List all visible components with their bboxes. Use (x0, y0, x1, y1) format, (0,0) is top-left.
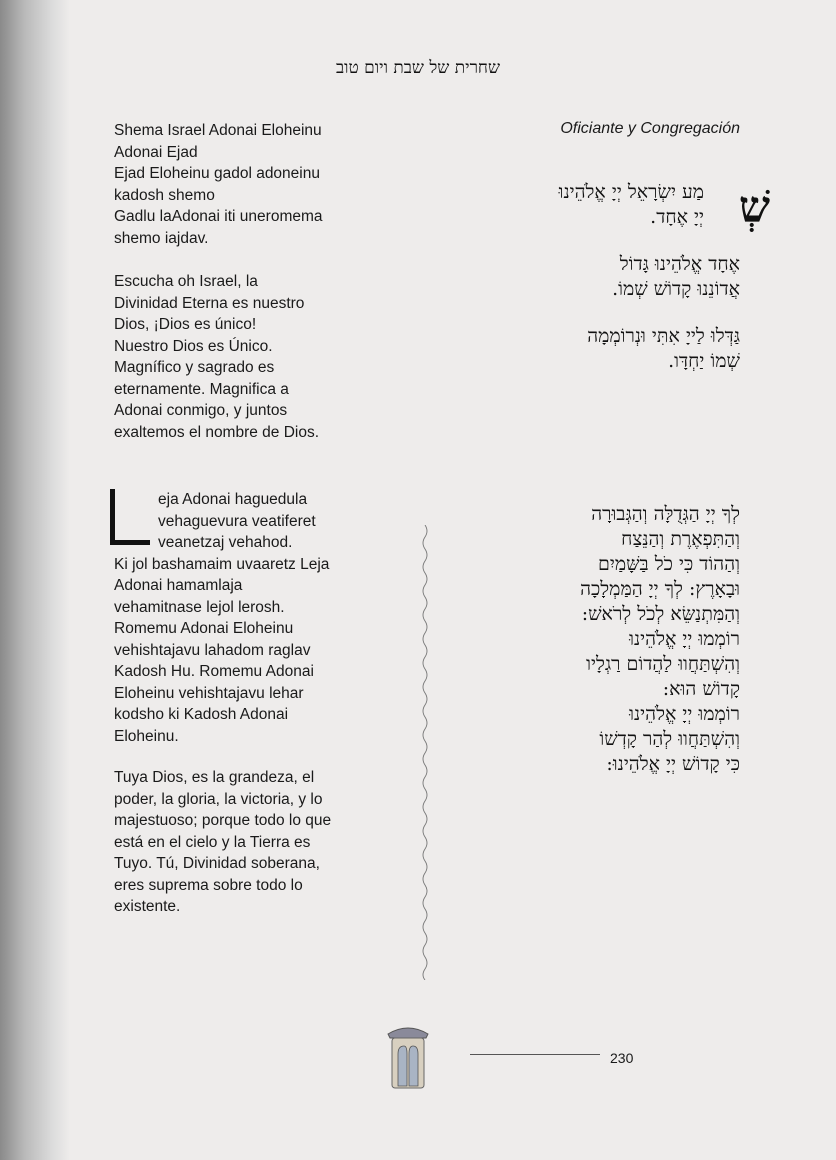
hebrew-leja (440, 502, 740, 777)
hebrew-line: וּבָאָרֶץ: לְךָ יְיָ הַמַּמְלָכָה (580, 578, 740, 600)
hebrew-ejad (440, 252, 740, 302)
hebrew-line: יְיָ אֶחָד. (650, 206, 704, 228)
hebrew-line: וְהִשְׁתַּחֲווּ לְהַר קָדְשׁוֹ (599, 728, 740, 750)
leja-transliteration (114, 489, 414, 747)
text-line: existente. (114, 898, 181, 915)
hebrew-line: כִּי קָדוֹשׁ יְיָ אֱלֹהֵינוּ: (606, 753, 740, 775)
text-line: majestuoso; porque todo lo que (114, 812, 332, 829)
text-line: Ejad Eloheinu gadol adoneinu (114, 165, 320, 182)
text-line: Divinidad Eterna es nuestro (114, 294, 305, 312)
page-number: 230 (610, 1050, 634, 1066)
text-line: eres suprema sobre todo lo (114, 876, 303, 894)
rubric-officiant: Oficiante y Congregación (560, 120, 740, 137)
text-line: Nuestro Dios es Único. (114, 337, 273, 355)
hebrew-shema (440, 180, 704, 230)
text-line: Ki jol bashamaim uvaaretz Leja (114, 555, 330, 573)
hebrew-line: אֶחָד אֱלֹהֵינוּ גָּדוֹל (619, 253, 740, 275)
hebrew-line: וְהַתִּפְאֶרֶת וְהַנֵּצַח (621, 528, 740, 550)
text-line: exaltemos el nombre de Dios. (114, 423, 320, 441)
text-line: Romemu Adonai Eloheinu (114, 620, 294, 637)
text-line: eternamente. Magnifica a (114, 380, 289, 398)
text-line: Tuya Dios, es la grandeza, el (114, 769, 315, 786)
text-line: Kadosh Hu. Romemu Adonai (114, 663, 314, 680)
text-line: Shema Israel Adonai Eloheinu (114, 122, 322, 139)
hebrew-line: רוֹמְמוּ יְיָ אֱלֹהֵינוּ (629, 703, 740, 725)
drop-cap-l (110, 489, 150, 545)
hebrew-line: מַע יִשְׂרָאֵל יְיָ אֱלֹהֵינוּ (558, 181, 704, 203)
hebrew-drop-letter: שְׁ (738, 182, 770, 233)
footer-rule (470, 1054, 600, 1055)
hebrew-line: רוֹמְמוּ יְיָ אֱלֹהֵינוּ (629, 628, 740, 650)
hebrew-line: גַּדְּלוּ לַייָ אִתִּי וּנְרוֹמְמָה (587, 325, 740, 347)
tuya-translation (114, 767, 414, 918)
text-line: está en el cielo y la Tierra es (114, 833, 311, 851)
torah-ark-ornament-icon (378, 1020, 438, 1090)
text-line: eja Adonai haguedula (158, 491, 308, 508)
text-line: Adonai conmigo, y juntos (114, 402, 288, 419)
text-line: kodsho ki Kadosh Adonai (114, 706, 289, 723)
hebrew-line: וְהִשְׁתַּחֲווּ לַהֲדוֹם רַגְלָיו (586, 653, 740, 675)
text-line: vehamitnase lejol lerosh. (114, 598, 285, 616)
book-gutter-shadow (0, 0, 70, 1160)
text-line: Dios, ¡Dios es único! (114, 316, 257, 333)
text-line: vehaguevura veatiferet (158, 512, 316, 530)
spanish-column (114, 120, 414, 936)
hebrew-column (440, 120, 770, 777)
text-line: Magnífico y sagrado es (114, 359, 275, 376)
hebrew-line: קָדוֹשׁ הוּא: (662, 678, 740, 700)
text-line: Adonai hamamlaja (114, 577, 243, 594)
text-line: kadosh shemo (114, 186, 215, 204)
text-line: veanetzaj vehahod. (158, 534, 293, 551)
page-header: שחרית של שבת ויום טוב (335, 58, 501, 78)
wavy-divider (420, 525, 430, 980)
text-line: Adonai Ejad (114, 143, 198, 161)
hebrew-gadlu (440, 324, 740, 374)
hebrew-line: שְׁמוֹ יַחְדָּו. (668, 350, 740, 372)
hebrew-line: וְהַמִּתְנַשֵּׂא לְכֹל לְרֹאשׁ: (581, 603, 740, 625)
text-line: poder, la gloria, la victoria, y lo (114, 790, 323, 808)
hebrew-line: וְהַהוֹד כִּי כֹל בַּשָּׁמַיִם (598, 553, 740, 575)
text-line: Tuyo. Tú, Divinidad soberana, (114, 855, 320, 872)
text-line: shemo iajdav. (114, 229, 209, 247)
text-line: Eloheinu vehishtajavu lehar (114, 684, 304, 702)
text-line: Eloheinu. (114, 727, 179, 745)
shema-transliteration (114, 120, 414, 249)
shema-translation (114, 271, 414, 443)
hebrew-line: אֲדוֹנֵנוּ קָדוֹשׁ שְׁמוֹ. (612, 278, 740, 300)
text-line: Gadlu laAdonai iti uneromema (114, 208, 323, 225)
text-line: Escucha oh Israel, la (114, 273, 258, 290)
hebrew-line: לְךָ יְיָ הַגְּדֻלָּה וְהַגְּבוּרָה (591, 503, 740, 525)
text-line: vehishtajavu lahadom raglav (114, 641, 311, 659)
